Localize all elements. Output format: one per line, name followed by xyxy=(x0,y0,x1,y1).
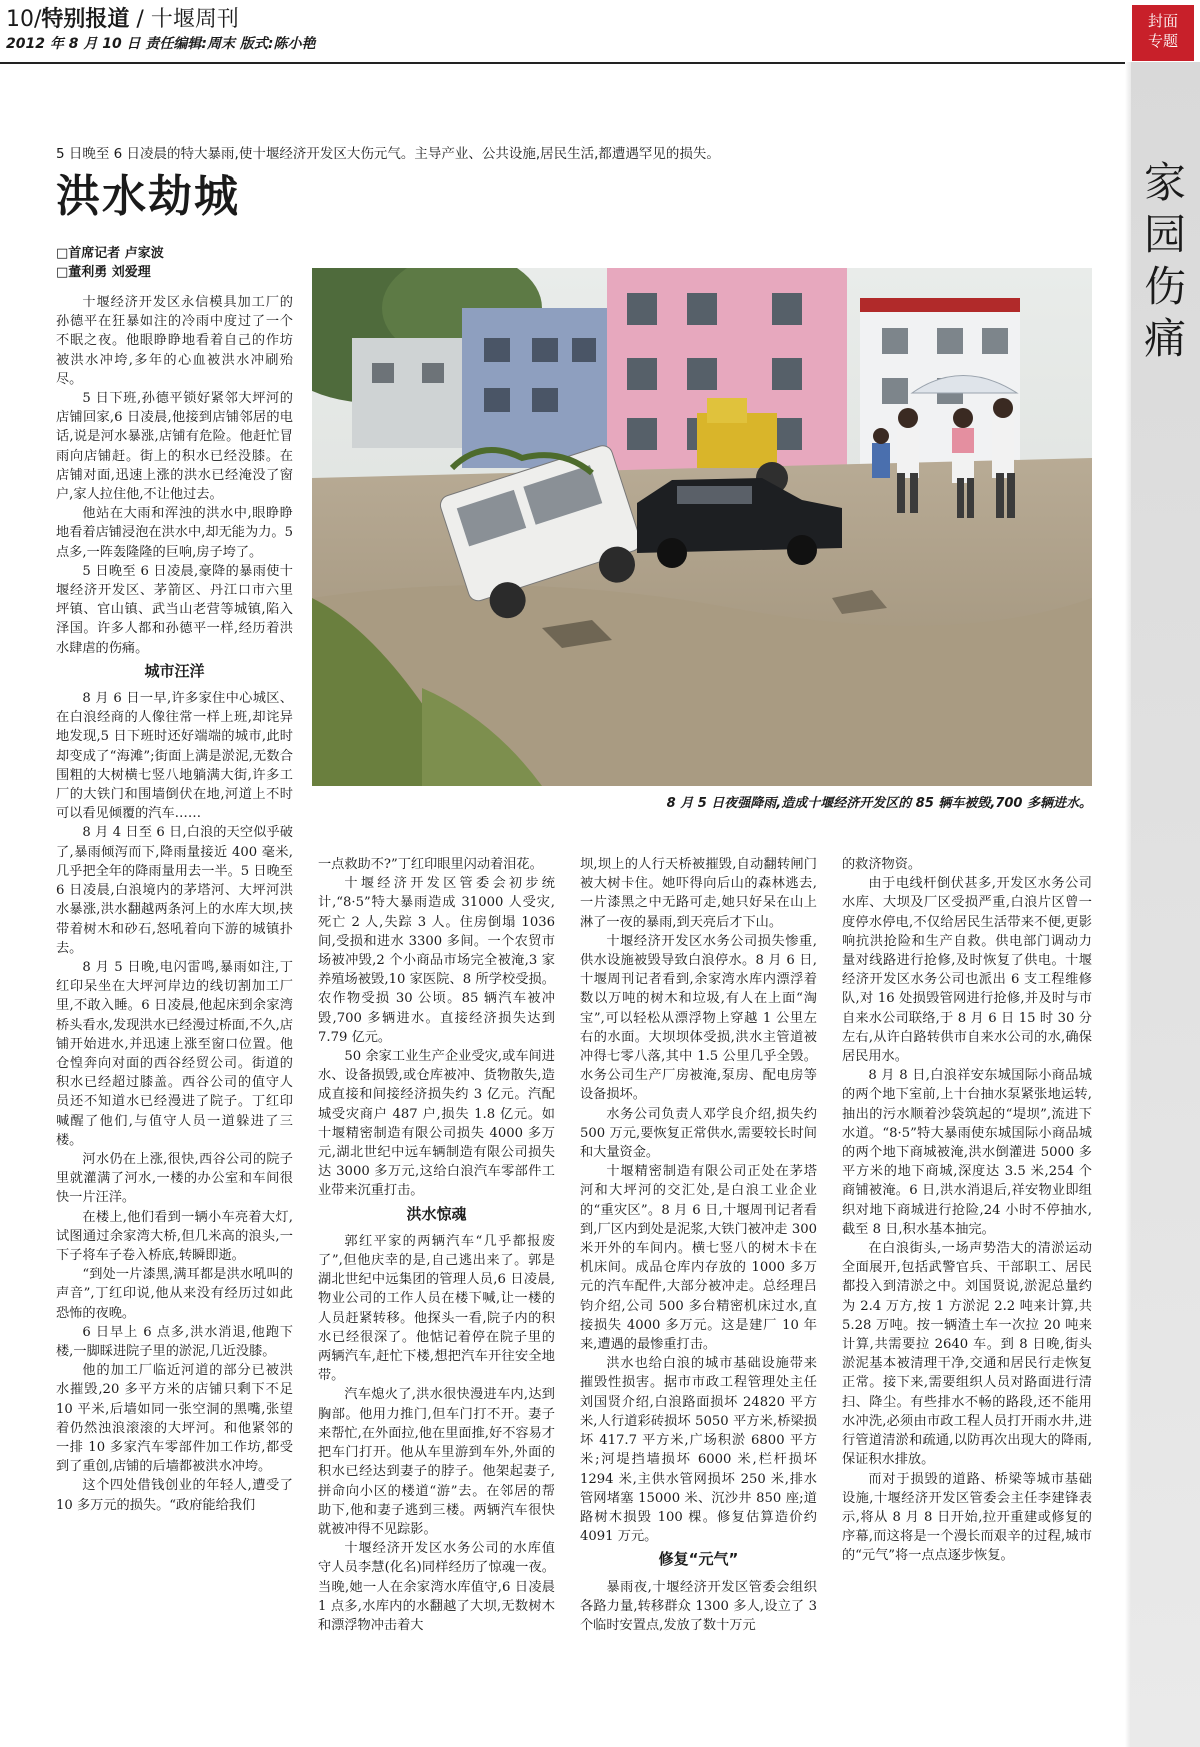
paragraph: 水务公司负责人邓学良介绍,损失约 500 万元,要恢复正常供水,需要较长时间和大量资金。 xyxy=(580,1106,817,1161)
section-name: 特别报道 xyxy=(41,7,130,32)
header-rule xyxy=(0,62,1131,64)
column-2 xyxy=(318,855,555,1743)
publication-name: 十堰周刊 xyxy=(150,7,239,32)
paragraph: 50 余家工业生产企业受灾,或车间进水、设备损毁,或仓库被冲、货物散失,造成直接和间接经济损失约 3 亿元。汽配城受灾商户 487 户,损失 1.8 亿元。如十堰精密制造有限公司损失 4000 多万元,湖北世纪中远车辆制造有限公司损失达 3000 多万元,这给白浪汽车零部件工业带来沉重打击。 xyxy=(318,1049,555,1199)
sidebar-title: 家园伤痛 xyxy=(1143,158,1186,363)
paragraph: 5 日下班,孙德平锁好紧邻大坪河的店铺回家,6 日凌晨,他接到店铺邻居的电话,说是河水暴涨,店铺有危险。他赶忙冒雨向店铺赶。街上的积水已经没膝。在店铺对面,迅速上涨的洪水已经淹没了窗户,家人拉住他,不让他过去。 xyxy=(56,391,293,503)
subheading-city-flood: 城市汪洋 xyxy=(144,661,205,680)
subheading-restore: 修复“元气” xyxy=(658,1550,739,1569)
paragraph-continued: 一点救助不?”丁红印眼里闪动着泪花。 xyxy=(318,857,543,872)
flood-scene-illustration xyxy=(312,268,1092,786)
paragraph: “到处一片漆黑,满耳都是洪水吼叫的声音”,丁红印说,他从来没有经历过如此恐怖的夜晚。 xyxy=(56,1267,293,1321)
cover-topic-badge xyxy=(1132,5,1194,61)
byline-1: □首席记者 卢家波 xyxy=(56,246,164,261)
column-3 xyxy=(580,855,817,1743)
page-header xyxy=(0,0,1200,60)
paragraph: 而对于损毁的道路、桥梁等城市基础设施,十堰经济开发区管委会主任李建锋表示,将从 8 月 8 日开始,拉开重建或修复的序幕,而这将是一个漫长而艰辛的过程,城市的“元气”将一点点逐步恢复。 xyxy=(842,1471,1092,1564)
page-header-title xyxy=(6,2,239,33)
paragraph-continued: 的救济物资。 xyxy=(842,857,922,872)
paragraph: 由于电线杆倒伏甚多,开发区水务公司水库、大坝及厂区受损严重,白浪片区曾一度停水停电,不仅给居民生活带来不便,更影响抗洪抢险和生产自救。供电部门调动力量对线路进行抢修,及时恢复了供电。十堰经济开发区水务公司也派出 6 支工程维修队,对 16 处损毁管网进行抢修,并及时与市自来水公司联络,于 8 月 6 日 15 时 30 分左右,从许白路转供市自来水公司的水,确保居民用水。 xyxy=(842,876,1092,1065)
column-1 xyxy=(56,293,293,1743)
paragraph: 他的加工厂临近河道的部分已被洪水摧毁,20 多平方米的店铺只剩下不足 10 平米,后墙如同一张空洞的黑嘴,张望着仍然浊浪滚滚的大坪河。和他紧邻的一排 10 多家汽车零部件加工作坊,都受到了重创,店铺的后墙都被洪水冲垮。 xyxy=(56,1363,293,1475)
paragraph: 6 日早上 6 点多,洪水消退,他跑下楼,一脚睬进院子里的淤泥,几近没膝。 xyxy=(56,1324,293,1359)
paragraph: 洪水也给白浪的城市基础设施带来摧毁性损害。据市市政工程管理处主任刘国贤介绍,白浪路面损坏 24820 平方米,人行道彩砖损坏 5050 平方米,桥梁损坏 417.7 平方米,广场积淤 6800 平方米;河堤挡墙损坏 6000 米,栏杆损坏 1294 米,主供水管网损坏 250 米,排水管网堵塞 15000 米、沉沙井 850 座;道路树木损毁 100 棵。修复估算造价约 4091 万元。 xyxy=(580,1356,817,1545)
paragraph: 河水仍在上涨,很快,西谷公司的院子里就灌满了河水,一楼的办公室和车间很快一片汪洋。 xyxy=(56,1151,293,1206)
paragraph: 十堰经济开发区管委会初步统计,“8·5”特大暴雨造成 31000 人受灾,死亡 2 人,失踪 3 人。住房倒塌 1036 间,受损和进水 3300 多间。一个农贸市场被冲毁,2 个小商品市场完全被淹,3 家养殖场被毁,10 家医院、8 所学校受损。农作物受损 30 公顷。85 辆汽车被冲毁,700 多辆进水。直接经济损失达到 7.79 亿元。 xyxy=(318,876,555,1045)
paragraph: 郭红平家的两辆汽车“几乎都报废了”,但他庆幸的是,自己逃出来了。郭是湖北世纪中远集团的管理人员,6 日凌晨,物业公司的工作人员在楼下喊,让一楼的人员赶紧转移。他探头一看,院子内的积水已经很深了。他惦记着停在院子里的两辆汽车,赶忙下楼,想把汽车开往安全地带。 xyxy=(318,1233,555,1384)
paragraph: 十堰经济开发区水务公司的水库值守人员李慧(化名)同样经历了惊魂一夜。当晚,她一人在余家湾水库值守,6 日凌晨 1 点多,水库内的水翻越了大坝,无数树木和漂浮物冲击着大 xyxy=(318,1541,555,1633)
paragraph: 8 月 4 日至 6 日,白浪的天空似乎破了,暴雨倾泻而下,降雨量接近 400 毫米,几乎把全年的降雨量用去一半。5 日晚至 6 日凌晨,白浪境内的茅塔河、大坪河洪水暴涨,洪水翻越两条河上的水库大坝,挟带着树木和砂石,怒吼着向下游的城镇扑去。 xyxy=(56,825,293,956)
paragraph-continued: 坝,坝上的人行天桥被摧毁,自动翻转闸门被大树卡住。她吓得向后山的森林逃去,一片漆黑之中无路可走,她只好呆在山上淋了一夜的暴雨,到天亮后才下山。 xyxy=(580,857,817,930)
issue-meta: 2012 年 8 月 10 日 责任编辑:周末 版式:陈小艳 xyxy=(6,36,316,52)
byline-2: □董利勇 刘爱理 xyxy=(56,265,151,280)
paragraph: 十堰经济开发区水务公司损失惨重,供水设施被毁导致白浪停水。8 月 6 日,十堰周刊记者看到,余家湾水库内漂浮着数以万吨的树木和垃圾,有人在上面“淘宝”,可以轻松从漂浮物上穿越 1 公里左右的水面。大坝坝体受损,洪水主管道被冲得七零八落,其中 1.5 公里几乎全毁。水务公司生产厂房被淹,泵房、配电房等设备损坏。 xyxy=(580,933,817,1103)
paragraph: 汽车熄火了,洪水很快漫进车内,达到胸部。他用力推门,但车门打不开。妻子来帮忙,在外面拉,他在里面推,好不容易才把车门打开。他从车里游到车外,外面的积水已经达到妻子的脖子。他架起妻子,拼命向小区的楼道“游”去。在邻居的帮助下,他和妻子逃到三楼。两辆汽车很快就被冲得不见踪影。 xyxy=(318,1387,555,1537)
paragraph: 8 月 6 日一早,许多家住中心城区、在白浪经商的人像往常一样上班,却诧异地发现,5 日下班时还好端端的城市,此时却变成了“海滩”;街面上满是淤泥,无数合围粗的大树横七竖八地躺满大街,许多工厂的大铁门和围墙倒伏在地,河道上不时可以看见倾覆的汽车…… xyxy=(56,691,293,822)
article-title: 洪水劫城 xyxy=(56,171,240,222)
paragraph: 8 月 5 日晚,电闪雷鸣,暴雨如注,丁红印呆坐在大坪河岸边的线切割加工厂里,不敢入睡。6 日凌晨,他起床到余家湾桥头看水,发现洪水已经漫过桥面,不久,店铺开始进水,并迅速上涨至窗口位置。他仓惶奔向对面的西谷经贸公司。街道的积水已经超过膝盖。西谷公司的值守人员还不知道水已经漫进了院子。丁红印喊醒了他们,与值守人员一道躲进了三楼。 xyxy=(56,959,293,1148)
column-4 xyxy=(842,855,1092,1743)
topic-sidebar xyxy=(1131,62,1200,1747)
paragraph: 在楼上,他们看到一辆小车亮着大灯,试图通过余家湾大桥,但几米高的浪头,一下子将车子卷入桥底,转瞬即逝。 xyxy=(56,1209,293,1263)
paragraph: 他站在大雨和浑浊的洪水中,眼睁睁地看着店铺浸泡在洪水中,却无能为力。5 点多,一阵轰隆隆的巨响,房子垮了。 xyxy=(56,506,293,560)
paragraph: 十堰精密制造有限公司正处在茅塔河和大坪河的交汇处,是白浪工业企业的“重灾区”。8 月 6 日,十堰周刊记者看到,厂区内到处是泥浆,大铁门被冲走 300 米开外的车间内。横七竖八的树木卡在机床间。成品仓库内存放的 1000 多万元的汽车配件,大部分被冲走。总经理吕钧介绍,公司 500 多台精密机床过水,直接损失 4000 多万元。这是建厂 10 年来,遭遇的最惨重打击。 xyxy=(580,1164,817,1353)
subheading-flood-scare: 洪水惊魂 xyxy=(406,1204,467,1223)
article-lead: 5 日晚至 6 日凌晨的特大暴雨,使十堰经济开发区大伤元气。主导产业、公共设施,居民生活,都遭遇罕见的损失。 xyxy=(56,146,720,162)
flood-photo xyxy=(312,268,1092,786)
paragraph: 5 日晚至 6 日凌晨,豪降的暴雨使十堰经济开发区、茅箭区、丹江口市六里坪镇、官山镇、武当山老营等城镇,陷入泽国。许多人都和孙德平一样,经历着洪水肆虐的伤痛。 xyxy=(56,563,293,656)
paragraph: 暴雨夜,十堰经济开发区管委会组织各路力量,转移群众 1300 多人,设立了 3 个临时安置点,发放了数十万元 xyxy=(580,1579,817,1633)
badge-line-2: 专题 xyxy=(1147,32,1178,50)
paragraph: 这个四处借钱创业的年轻人,遭受了 10 多万元的损失。“政府能给我们 xyxy=(56,1478,293,1513)
badge-line-1: 封面 xyxy=(1147,12,1178,30)
page-number: 10/ xyxy=(6,7,42,32)
paragraph: 十堰经济开发区永信模具加工厂的孙德平在狂暴如注的冷雨中度过了一个不眠之夜。他眼睁睁地看着自己的作坊被洪水冲垮,多年的心血被洪水冲刷殆尽。 xyxy=(56,295,293,387)
paragraph: 8 月 8 日,白浪祥安东城国际小商品城的两个地下室前,上十台抽水泵紧张地运转,抽出的污水顺着沙袋筑起的“堤坝”,流进下水道。“8·5”特大暴雨使东城国际小商品城的两个地下商城被淹,洪水倒灌进 5000 多平方米的地下商城,深度达 3.5 米,254 个商铺被淹。6 日,洪水消退后,祥安物业即组织对地下商城进行抢险,24 小时不停抽水,截至 8 日,积水基本抽完。 xyxy=(842,1068,1092,1237)
photo-caption: 8 月 5 日夜强降雨,造成十堰经济开发区的 85 辆车被毁,700 多辆进水。 xyxy=(666,796,1092,811)
paragraph: 在白浪街头,一场声势浩大的清淤运动全面展开,包括武警官兵、干部职工、居民都投入到清淤之中。刘国贤说,淤泥总量约为 2.4 万方,按 1 方淤泥 2.2 吨来计算,共 5.28 万吨。按一辆渣土车一次拉 20 吨来计算,共需要拉 2640 车。到 8 日晚,街头淤泥基本被清理干净,交通和居民行走恢复正常。接下来,需要组织人员对路面进行清扫、降尘。有些排水不畅的路段,还不能用水冲洗,必须由市政工程人员打开雨水井,进行管道清淤和疏通,以防再次出现大的降雨,保证积水排放。 xyxy=(842,1241,1092,1468)
header-separator: / xyxy=(136,7,144,32)
